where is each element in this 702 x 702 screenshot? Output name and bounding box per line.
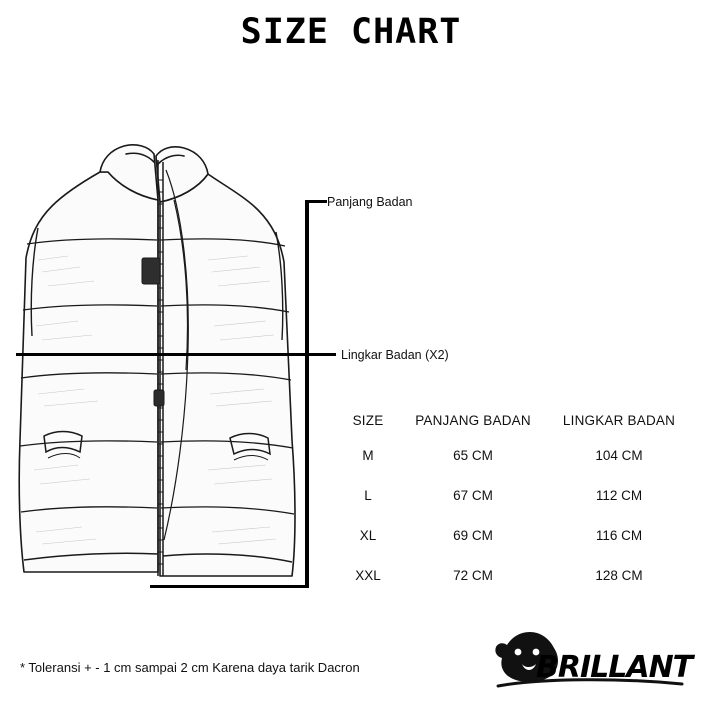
- panjang-badan-top-tick: [305, 200, 327, 203]
- table-row: [338, 435, 690, 475]
- brand-logo: [492, 628, 693, 690]
- lingkar-badan-horizontal-line: [16, 353, 336, 356]
- table-row: [338, 555, 690, 595]
- cell-lingkar-badan: 112 CM: [595, 487, 643, 503]
- page-title: SIZE CHART: [240, 12, 462, 52]
- cell-size: XL: [359, 527, 377, 543]
- tolerance-footnote: * Toleransi + - 1 cm sampai 2 cm Karena daya tarik Dacron: [20, 660, 360, 675]
- vest-drawing-icon: [8, 140, 328, 610]
- table-header-row: [338, 405, 690, 435]
- cell-panjang-badan: 67 CM: [453, 487, 493, 503]
- table-row: [338, 475, 690, 515]
- cell-size: L: [364, 487, 372, 503]
- panjang-badan-label: Panjang Badan: [327, 195, 413, 209]
- cell-size: XXL: [355, 567, 381, 583]
- cell-lingkar-badan: 104 CM: [595, 447, 643, 463]
- header-panjang-badan: PANJANG BADAN: [415, 412, 531, 428]
- cell-size: M: [362, 447, 374, 463]
- header-lingkar-badan: LINGKAR BADAN: [562, 412, 676, 428]
- header-size: SIZE: [352, 412, 384, 428]
- cell-panjang-badan: 65 CM: [453, 447, 493, 463]
- panjang-badan-vertical-line: [305, 200, 309, 588]
- brand-name: BRILLANT: [536, 650, 693, 685]
- panjang-badan-bottom-line: [150, 585, 309, 588]
- vest-illustration: [8, 140, 328, 610]
- cell-panjang-badan: 72 CM: [453, 567, 493, 583]
- cell-lingkar-badan: 128 CM: [595, 567, 643, 583]
- size-table: [338, 405, 690, 595]
- lingkar-badan-label: Lingkar Badan (X2): [341, 348, 449, 362]
- table-row: [338, 515, 690, 555]
- cell-lingkar-badan: 116 CM: [595, 527, 643, 543]
- cell-panjang-badan: 69 CM: [453, 527, 493, 543]
